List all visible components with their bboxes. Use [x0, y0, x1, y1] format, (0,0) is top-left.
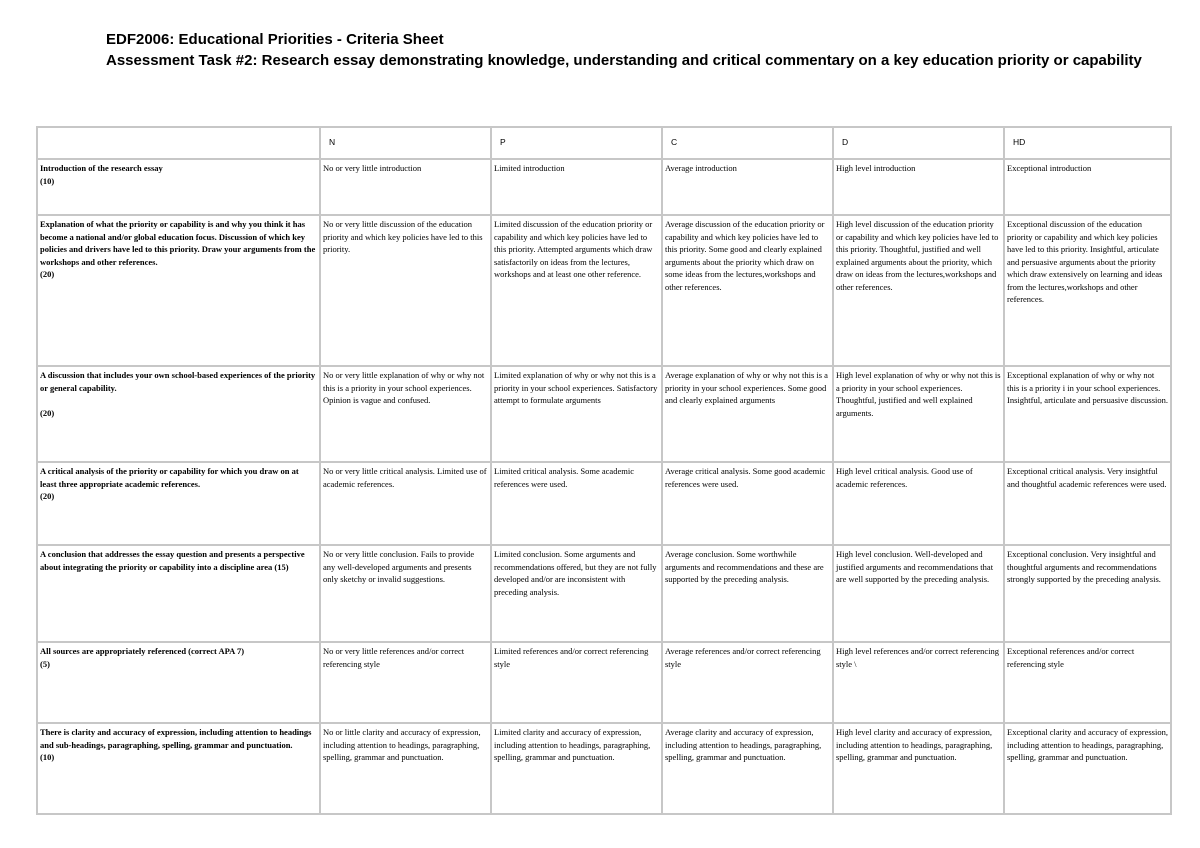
- grade-cell-p: Limited conclusion. Some arguments and recommendations offered, but they are not fully developed and/or are inconsistent with preceding analysis.: [491, 545, 662, 642]
- criterion-text: A discussion that includes your own school-based experiences of the priority or general capability.: [40, 370, 316, 393]
- grade-cell-n: No or very little conclusion. Fails to provide any well-developed arguments and presents only sketchy or invalid suggestions.: [320, 545, 491, 642]
- grade-cell-c: Average discussion of the education priority or capability and which key policies have led to this priority. Some good and clearly explained arguments about the priority which draw on some ideas from the lectures,workshops and other references.: [662, 215, 833, 366]
- grade-cell-p: Limited references and/or correct referencing style: [491, 642, 662, 723]
- criterion-text: All sources are appropriately referenced (correct APA 7): [40, 646, 245, 656]
- grade-header-d: D: [833, 127, 1004, 159]
- criterion-cell: [37, 215, 320, 366]
- criterion-points: (10): [40, 175, 55, 186]
- table-row: [37, 723, 1171, 814]
- document-header: [106, 30, 1166, 71]
- grade-cell-p: Limited clarity and accuracy of expression, including attention to headings, paragraphing, spelling, grammar and punctuation.: [491, 723, 662, 814]
- grade-cell-c: Average critical analysis. Some good academic references were used.: [662, 462, 833, 545]
- grade-cell-hd: Exceptional explanation of why or why not this is a priority i in your school experiences. Insightful, articulate and persuasive discussion.: [1004, 366, 1171, 462]
- table-row: [37, 159, 1171, 215]
- grade-cell-c: Average conclusion. Some worthwhile arguments and recommendations and these are supported by the preceding analysis.: [662, 545, 833, 642]
- grade-cell-c: Average introduction: [662, 159, 833, 215]
- grade-cell-d: High level conclusion. Well-developed and justified arguments and recommendations that are well supported by the preceding analysis.: [833, 545, 1004, 642]
- grade-cell-hd: Exceptional critical analysis. Very insightful and thoughtful academic references were used.: [1004, 462, 1171, 545]
- table-row: [37, 642, 1171, 723]
- grade-cell-d: High level introduction: [833, 159, 1004, 215]
- grade-cell-d: High level critical analysis. Good use of academic references.: [833, 462, 1004, 545]
- grade-cell-n: No or very little critical analysis. Limited use of academic references.: [320, 462, 491, 545]
- table-row: [37, 366, 1171, 462]
- criterion-points: (20): [40, 269, 55, 279]
- grade-cell-d: High level references and/or correct referencing style \: [833, 642, 1004, 723]
- criteria-table: [36, 126, 1172, 815]
- grade-cell-hd: Exceptional introduction: [1004, 159, 1171, 215]
- criterion-text: A critical analysis of the priority or capability for which you draw on at least three appropriate academic references.: [40, 466, 299, 489]
- grade-cell-n: No or very little introduction: [320, 159, 491, 215]
- criterion-points: (10): [40, 752, 55, 762]
- grade-cell-n: No or very little discussion of the education priority and which key policies have led to this priority.: [320, 215, 491, 366]
- criterion-text: Introduction of the research essay: [40, 163, 163, 173]
- grade-cell-n: No or little clarity and accuracy of expression, including attention to headings, paragraphing, spelling, grammar and punctuation.: [320, 723, 491, 814]
- criterion-points: (20): [40, 408, 55, 418]
- criterion-cell: [37, 159, 320, 215]
- grade-cell-d: High level clarity and accuracy of expression, including attention to headings, paragraphing, spelling, grammar and punctuation.: [833, 723, 1004, 814]
- criterion-cell: [37, 366, 320, 462]
- grade-header-p: P: [491, 127, 662, 159]
- criterion-cell: [37, 545, 320, 642]
- table-row: [37, 545, 1171, 642]
- criterion-points: (5): [40, 658, 50, 669]
- grade-cell-n: No or very little explanation of why or why not this is a priority in your school experiences. Opinion is vague and confused.: [320, 366, 491, 462]
- grade-cell-p: Limited explanation of why or why not this is a priority in your school experiences. Satisfactory attempt to formulate arguments: [491, 366, 662, 462]
- grade-cell-hd: Exceptional conclusion. Very insightful and thoughtful arguments and recommendations strongly supported by the preceding analysis.: [1004, 545, 1171, 642]
- criterion-text: A conclusion that addresses the essay question and presents a perspective about integrating the priority or capability into a discipline area (15): [40, 549, 305, 572]
- document-title: EDF2006: Educational Priorities - Criteria Sheet: [106, 31, 444, 48]
- criterion-text: There is clarity and accuracy of expression, including attention to headings and sub-headings, paragraphing, spelling, grammar and punctuation.: [40, 727, 312, 750]
- grade-header-hd: HD: [1004, 127, 1171, 159]
- grade-cell-hd: Exceptional discussion of the education priority or capability and which key policies have led to this priority. Insightful, articulate and persuasive arguments about the priority which draw extensively on learning and ideas from the lectures,workshops and other references.: [1004, 215, 1171, 366]
- criterion-cell: [37, 642, 320, 723]
- grade-cell-hd: Exceptional clarity and accuracy of expression, including attention to headings, paragraphing, spelling, grammar and punctuation.: [1004, 723, 1171, 814]
- grade-header-c: C: [662, 127, 833, 159]
- grade-cell-p: Limited critical analysis. Some academic references were used.: [491, 462, 662, 545]
- grade-cell-d: High level discussion of the education priority or capability and which key policies have led to this priority. Thoughtful, justified and well explained arguments about the priority, which draw on ideas from the lectures,workshops and other references.: [833, 215, 1004, 366]
- criterion-points: (20): [40, 491, 55, 501]
- grade-cell-d: High level explanation of why or why not this is a priority in your school experiences. Thoughtful, justified and well explained arguments.: [833, 366, 1004, 462]
- grade-cell-p: Limited introduction: [491, 159, 662, 215]
- grade-cell-c: Average explanation of why or why not this is a priority in your school experiences. Some good and clearly explained arguments: [662, 366, 833, 462]
- assessment-task-title: Assessment Task #2: Research essay demonstrating knowledge, understanding and critical commentary on a key education priority or capability: [106, 52, 1142, 69]
- criterion-cell: [37, 723, 320, 814]
- table-row: [37, 462, 1171, 545]
- criterion-header-cell: [37, 127, 320, 159]
- grade-header-n: N: [320, 127, 491, 159]
- criterion-text: Explanation of what the priority or capability is and why you think it has become a national and/or global education focus. Discussion of which key policies and drivers have led to this priority. Draw your arguments from the workshops and other references.: [40, 219, 316, 267]
- criterion-cell: [37, 462, 320, 545]
- grade-cell-n: No or very little references and/or correct referencing style: [320, 642, 491, 723]
- grade-cell-p: Limited discussion of the education priority or capability and which key policies have led to this priority. Attempted arguments which draw satisfactorily on ideas from the lectures, workshops and at least one other reference.: [491, 215, 662, 366]
- grade-header-row: [37, 127, 1171, 159]
- grade-cell-c: Average clarity and accuracy of expression, including attention to headings, paragraphing, spelling, grammar and punctuation.: [662, 723, 833, 814]
- grade-cell-hd: Exceptional references and/or correct referencing style: [1004, 642, 1171, 723]
- grade-cell-c: Average references and/or correct referencing style: [662, 642, 833, 723]
- table-row: [37, 215, 1171, 366]
